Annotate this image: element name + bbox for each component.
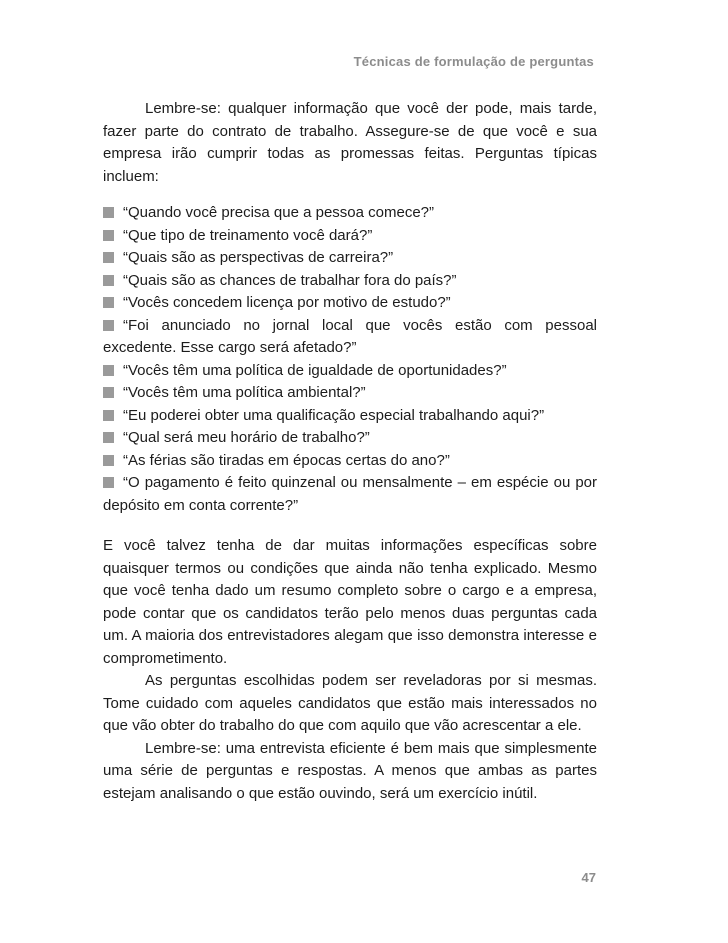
- question-text: “Que tipo de treinamento você dará?”: [123, 226, 373, 244]
- square-bullet-icon: [103, 297, 114, 308]
- square-bullet-icon: [103, 252, 114, 263]
- list-item: [103, 247, 597, 270]
- intro-paragraph: Lembre-se: qualquer informação que você der pode, mais tarde, fazer parte do contrato de trabalho. Assegure-se de que você e sua empresa irão cumprir todas as promessas feitas. Perguntas típicas incluem:: [103, 100, 597, 185]
- square-bullet-icon: [103, 275, 114, 286]
- square-bullet-icon: [103, 432, 114, 443]
- list-item: [103, 225, 597, 248]
- question-text: “Vocês têm uma política ambiental?”: [123, 384, 366, 401]
- square-bullet-icon: [103, 230, 114, 241]
- square-bullet-icon: [103, 365, 114, 376]
- question-list: [103, 202, 597, 517]
- body-paragraph: Lembre-se: uma entrevista eficiente é bem mais que simplesmente uma série de perguntas e respostas. A menos que ambas as partes estejam analisando o que estão ouvindo, será um exercício inútil.: [103, 739, 597, 802]
- running-header: Técnicas de formulação de perguntas: [353, 54, 594, 69]
- question-text: “As férias são tiradas em épocas certas do ano?”: [123, 451, 450, 469]
- question-text: “Foi anunciado no jornal local que vocês estão com pessoal excedente. Esse cargo será afetado?”: [103, 316, 597, 356]
- question-text: “Quais são as perspectivas de carreira?”: [123, 249, 394, 266]
- square-bullet-icon: [103, 387, 114, 398]
- list-item: [103, 405, 597, 428]
- question-text: “Quando você precisa que a pessoa comece?”: [123, 204, 435, 221]
- list-item: [103, 315, 597, 360]
- question-text: “Eu poderei obter uma qualificação especial trabalhando aqui?”: [123, 406, 545, 424]
- body-paragraph: E você talvez tenha de dar muitas informações específicas sobre quaisquer termos ou condições que ainda não tenha explicado. Mesmo que você tenha dado um resumo completo sobre o cargo e a empresa, pode contar que os candidatos terão pelo menos duas perguntas cada um. A maioria dos entrevistadores alegam que isso demonstra interesse e comprometimento.: [103, 537, 597, 667]
- square-bullet-icon: [103, 410, 114, 421]
- list-item: [103, 202, 597, 225]
- question-text: “O pagamento é feito quinzenal ou mensalmente – em espécie ou por depósito em conta corrente?”: [103, 474, 597, 514]
- question-text: “Vocês têm uma política de igualdade de oportunidades?”: [123, 361, 507, 379]
- question-text: “Quais são as chances de trabalhar fora do país?”: [123, 271, 457, 289]
- list-item: [103, 292, 597, 315]
- list-item: [103, 382, 597, 405]
- list-item: [103, 450, 597, 473]
- list-item: [103, 472, 597, 517]
- square-bullet-icon: [103, 320, 114, 331]
- page-body: [103, 98, 597, 805]
- list-item: [103, 360, 597, 383]
- square-bullet-icon: [103, 207, 114, 218]
- page-number: 47: [581, 870, 596, 885]
- list-item: [103, 270, 597, 293]
- list-item: [103, 427, 597, 450]
- question-text: “Vocês concedem licença por motivo de estudo?”: [123, 294, 451, 311]
- question-text: “Qual será meu horário de trabalho?”: [123, 429, 370, 446]
- body-paragraph: As perguntas escolhidas podem ser reveladoras por si mesmas. Tome cuidado com aqueles candidatos que estão mais interessados no que vão obter do trabalho do que com aquilo que vão acrescentar a ele.: [103, 672, 597, 734]
- square-bullet-icon: [103, 477, 114, 488]
- square-bullet-icon: [103, 455, 114, 466]
